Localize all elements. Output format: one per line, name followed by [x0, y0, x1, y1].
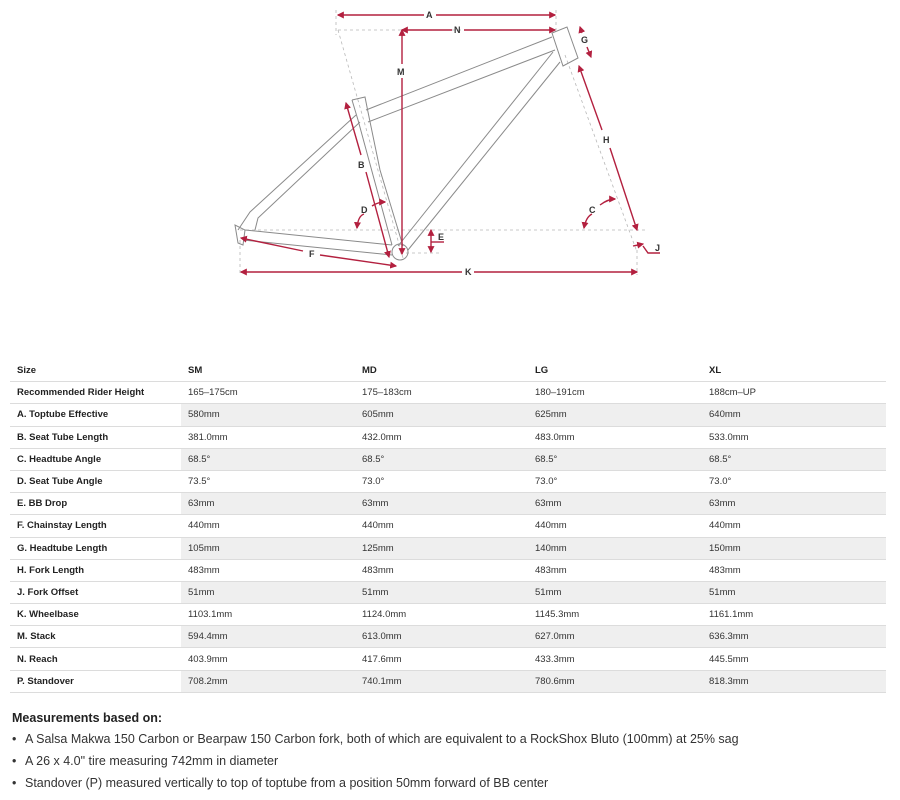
header-size: Size: [10, 360, 181, 382]
cell-sm: 594.4mm: [181, 626, 355, 648]
cell-sm: 1103.1mm: [181, 604, 355, 626]
cell-lg: 433.3mm: [528, 648, 702, 670]
table-row: [10, 426, 886, 448]
dim-label-g: G: [581, 35, 589, 45]
dim-label-a: A: [426, 10, 433, 20]
cell-xl: 150mm: [702, 537, 886, 559]
cell-sm: 68.5°: [181, 448, 355, 470]
cell-md: 73.0°: [355, 470, 528, 492]
dim-label-n: N: [454, 25, 461, 35]
cell-lg: 63mm: [528, 493, 702, 515]
note-text: Standover (P) measured vertically to top of toptube from a position 50mm forward of BB center: [25, 776, 549, 790]
cell-xl: 63mm: [702, 493, 886, 515]
cell-xl: 636.3mm: [702, 626, 886, 648]
table-header-row: [10, 360, 886, 382]
cell-sm: 105mm: [181, 537, 355, 559]
cell-xl: 73.0°: [702, 470, 886, 492]
row-label: G. Headtube Length: [10, 537, 181, 559]
cell-md: 63mm: [355, 493, 528, 515]
table-row: [10, 581, 886, 603]
cell-md: 613.0mm: [355, 626, 528, 648]
dim-label-c: C: [589, 205, 596, 215]
cell-md: 68.5°: [355, 448, 528, 470]
notes-title: Measurements based on:: [12, 711, 163, 725]
cell-md: 440mm: [355, 515, 528, 537]
cell-lg: 180–191cm: [528, 382, 702, 404]
row-label: Recommended Rider Height: [10, 382, 181, 404]
table-row: [10, 470, 886, 492]
dim-label-h: H: [603, 135, 610, 145]
bullet-icon: •: [12, 754, 17, 768]
cell-xl: 188cm–UP: [702, 382, 886, 404]
header-xl: XL: [702, 360, 886, 382]
cell-lg: 627.0mm: [528, 626, 702, 648]
row-label: C. Headtube Angle: [10, 448, 181, 470]
row-label: H. Fork Length: [10, 559, 181, 581]
cell-xl: 818.3mm: [702, 670, 886, 692]
cell-sm: 440mm: [181, 515, 355, 537]
note-text: A Salsa Makwa 150 Carbon or Bearpaw 150 Carbon fork, both of which are equivalent to a RockShox Bluto (100mm) at 25% sag: [25, 732, 739, 746]
geometry-table: [10, 360, 886, 693]
table-row: [10, 559, 886, 581]
cell-xl: 445.5mm: [702, 648, 886, 670]
cell-sm: 381.0mm: [181, 426, 355, 448]
dim-label-k: K: [465, 267, 472, 277]
dim-label-j: J: [655, 243, 661, 253]
cell-sm: 165–175cm: [181, 382, 355, 404]
cell-xl: 640mm: [702, 404, 886, 426]
cell-sm: 708.2mm: [181, 670, 355, 692]
table-row: [10, 404, 886, 426]
cell-xl: 440mm: [702, 515, 886, 537]
cell-md: 175–183cm: [355, 382, 528, 404]
cell-md: 125mm: [355, 537, 528, 559]
row-label: B. Seat Tube Length: [10, 426, 181, 448]
cell-md: 483mm: [355, 559, 528, 581]
table-row: [10, 448, 886, 470]
cell-lg: 440mm: [528, 515, 702, 537]
header-md: MD: [355, 360, 528, 382]
dim-label-f: F: [309, 249, 315, 259]
cell-md: 51mm: [355, 581, 528, 603]
cell-lg: 1145.3mm: [528, 604, 702, 626]
note-text: A 26 x 4.0" tire measuring 742mm in diameter: [25, 754, 279, 768]
cell-lg: 780.6mm: [528, 670, 702, 692]
cell-sm: 63mm: [181, 493, 355, 515]
header-lg: LG: [528, 360, 702, 382]
dimension-lines: [241, 10, 660, 277]
dim-label-b: B: [358, 160, 365, 170]
row-label: E. BB Drop: [10, 493, 181, 515]
cell-md: 740.1mm: [355, 670, 528, 692]
cell-lg: 73.0°: [528, 470, 702, 492]
cell-xl: 51mm: [702, 581, 886, 603]
notes-list: [12, 728, 892, 794]
row-label: K. Wheelbase: [10, 604, 181, 626]
dim-label-d: D: [361, 205, 368, 215]
table-row: [10, 648, 886, 670]
note-item: [12, 772, 892, 794]
cell-lg: 140mm: [528, 537, 702, 559]
row-label: J. Fork Offset: [10, 581, 181, 603]
bullet-icon: •: [12, 776, 17, 790]
table-row: [10, 515, 886, 537]
frame-geometry-diagram: [0, 0, 900, 300]
bike-frame: [235, 27, 578, 260]
table-row: [10, 537, 886, 559]
cell-sm: 483mm: [181, 559, 355, 581]
note-item: [12, 728, 892, 750]
cell-lg: 68.5°: [528, 448, 702, 470]
table-row: [10, 493, 886, 515]
cell-sm: 73.5°: [181, 470, 355, 492]
cell-md: 1124.0mm: [355, 604, 528, 626]
table-row: [10, 382, 886, 404]
cell-sm: 403.9mm: [181, 648, 355, 670]
cell-sm: 580mm: [181, 404, 355, 426]
dim-label-e: E: [438, 232, 445, 242]
table-row: [10, 626, 886, 648]
note-item: [12, 750, 892, 772]
cell-lg: 483mm: [528, 559, 702, 581]
cell-lg: 483.0mm: [528, 426, 702, 448]
row-label: N. Reach: [10, 648, 181, 670]
cell-xl: 483mm: [702, 559, 886, 581]
row-label: D. Seat Tube Angle: [10, 470, 181, 492]
row-label: F. Chainstay Length: [10, 515, 181, 537]
row-label: A. Toptube Effective: [10, 404, 181, 426]
cell-md: 417.6mm: [355, 648, 528, 670]
measurement-notes: [12, 711, 892, 794]
row-label: P. Standover: [10, 670, 181, 692]
cell-md: 432.0mm: [355, 426, 528, 448]
cell-sm: 51mm: [181, 581, 355, 603]
cell-xl: 1161.1mm: [702, 604, 886, 626]
cell-xl: 533.0mm: [702, 426, 886, 448]
table-body: [10, 382, 886, 693]
dim-label-m: M: [397, 67, 405, 77]
cell-md: 605mm: [355, 404, 528, 426]
table-row: [10, 604, 886, 626]
row-label: M. Stack: [10, 626, 181, 648]
bullet-icon: •: [12, 732, 17, 746]
table-row: [10, 670, 886, 692]
cell-lg: 51mm: [528, 581, 702, 603]
header-sm: SM: [181, 360, 355, 382]
cell-lg: 625mm: [528, 404, 702, 426]
cell-xl: 68.5°: [702, 448, 886, 470]
